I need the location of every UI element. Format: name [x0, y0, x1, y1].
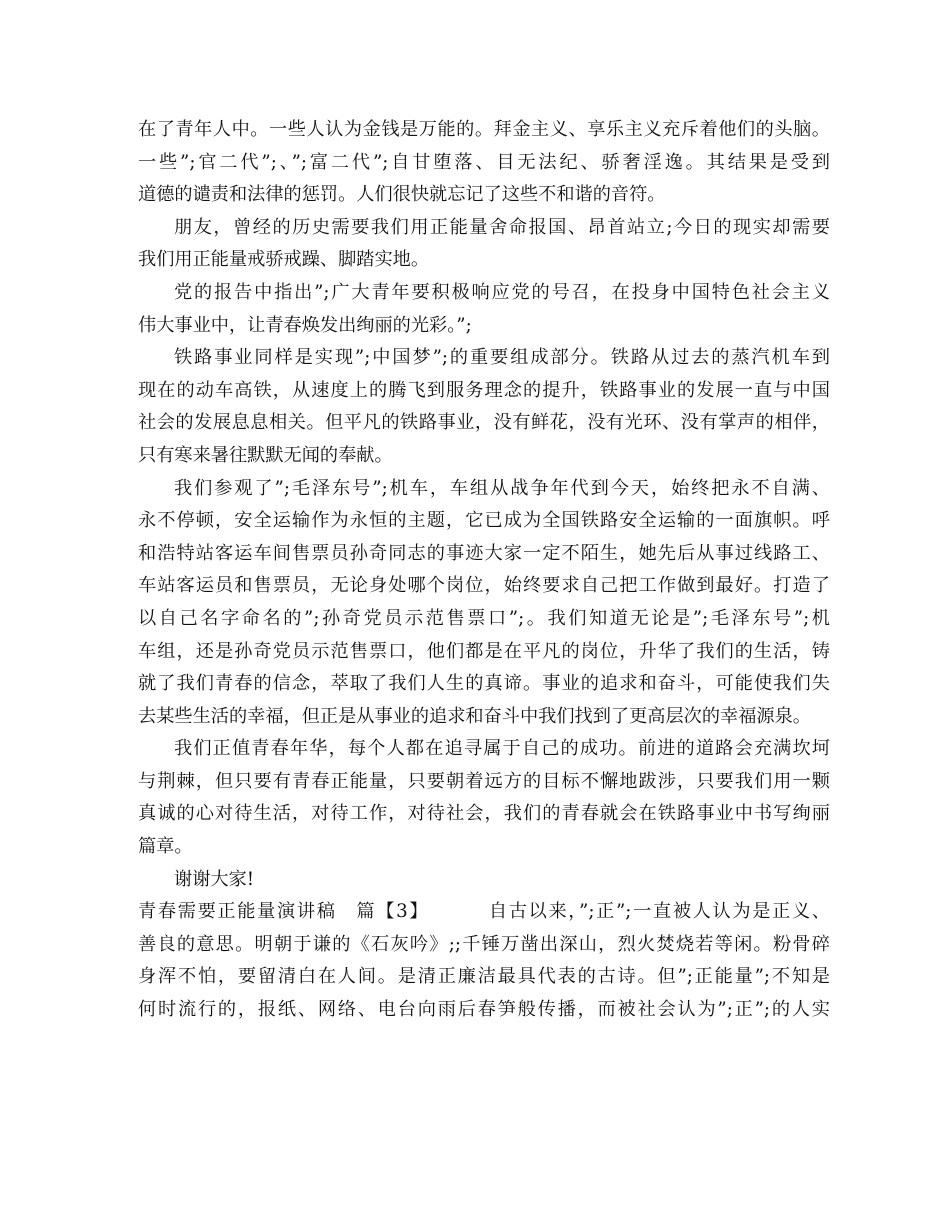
- paragraph: [138, 277, 830, 342]
- text-line: 伟大事业中，让青春焕发出绚丽的光彩。”;: [138, 314, 472, 336]
- paragraph: [138, 212, 830, 277]
- paragraph: [138, 342, 830, 472]
- body-text: [138, 114, 830, 896]
- text-line: 篇章。: [138, 836, 193, 858]
- text-line: 真诚的心对待生活，对待工作，对待社会，我们的青春就会在铁路事业中书写绚丽: [138, 803, 830, 825]
- text-line: 朋友，曾经的历史需要我们用正能量舍命报国、昂首站立;今日的现实却需要: [174, 216, 830, 238]
- text-line: 车组，还是孙奇党员示范售票口，他们都是在平凡的岗位，升华了我们的生活，铸: [138, 640, 830, 662]
- text-line: 就了我们青春的信念，萃取了我们人生的真谛。事业的追求和奋斗，可能使我们失: [138, 673, 830, 695]
- text-line: 我们正值青春年华，每个人都在追寻属于自己的成功。前进的道路会充满坎坷: [174, 738, 830, 760]
- paragraph: [138, 733, 830, 863]
- text-line: 党的报告中指出”;广大青年要积极响应党的号召，在投身中国特色社会主义: [174, 281, 830, 303]
- paragraph: [138, 864, 830, 897]
- text-line: 与荆棘，但只要有青春正能量，只要朝着远方的目标不懈地跋涉，只要我们用一颗: [138, 770, 830, 792]
- text-line: 去某些生活的幸福，但正是从事业的追求和奋斗中我们找到了更高层次的幸福源泉。: [138, 705, 811, 727]
- text-line: 在了青年人中。一些人认为金钱是万能的。拜金主义、享乐主义充斥着他们的头脑。: [138, 119, 830, 140]
- text-line: 铁路事业同样是实现”;中国梦”;的重要组成部分。铁路从过去的蒸汽机车到: [174, 347, 830, 369]
- section-first-line: [138, 896, 830, 929]
- text-line: 我们用正能量戒骄戒躁、脚踏实地。: [138, 249, 430, 271]
- text-line: 车站客运员和售票员，无论身处哪个岗位，始终要求自己把工作做到最好。打造了: [138, 575, 830, 597]
- section-first-line-text: 自古以来，”;正”;一直被人认为是正义、: [487, 901, 830, 923]
- text-line: 社会的发展息息相关。但平凡的铁路事业，没有鲜花，没有光环、没有掌声的相伴，: [138, 412, 830, 434]
- text-line: 善良的意思。明朝于谦的《石灰吟》;;千锤万凿出深山，烈火焚烧若等闲。粉骨碎: [138, 933, 830, 955]
- text-line: 一些”;官二代”;、”;富二代”;自甘堕落、目无法纪、骄奢淫逸。其结果是受到: [138, 151, 830, 173]
- text-line: 身浑不怕，要留清白在人间。是清正廉洁最具代表的古诗。但”;正能量”;不知是: [138, 966, 830, 988]
- text-line: 永不停顿，安全运输作为永恒的主题，它已成为全国铁路安全运输的一面旗帜。呼: [138, 510, 830, 532]
- paragraph: [138, 114, 830, 212]
- text-line: 现在的动车高铁，从速度上的腾飞到服务理念的提升，铁路事业的发展一直与中国: [138, 379, 830, 401]
- section-3-body: [138, 929, 830, 1027]
- section-3: [138, 896, 830, 1026]
- text-line: 我们参观了”;毛泽东号”;机车，车组从战争年代到今天，始终把永不自满、: [174, 477, 830, 499]
- text-line: 谢谢大家!: [174, 868, 255, 890]
- text-line: 只有寒来暑往默默无闻的奉献。: [138, 444, 393, 466]
- text-line: 道德的谴责和法律的惩罚。人们很快就忘记了这些不和谐的音符。: [138, 184, 666, 206]
- text-line: 以自己名字命名的”;孙奇党员示范售票口”;。我们知道无论是”;毛泽东号”;机: [138, 607, 830, 629]
- text-line: 何时流行的，报纸、网络、电台向雨后春笋般传播，而被社会认为”;正”;的人实: [138, 999, 830, 1021]
- paragraph: [138, 473, 830, 734]
- text-line: 和浩特站客运车间售票员孙奇同志的事迹大家一定不陌生，她先后从事过线路工、: [138, 542, 830, 564]
- section-heading: 青春需要正能量演讲稿 篇【3】: [138, 901, 430, 923]
